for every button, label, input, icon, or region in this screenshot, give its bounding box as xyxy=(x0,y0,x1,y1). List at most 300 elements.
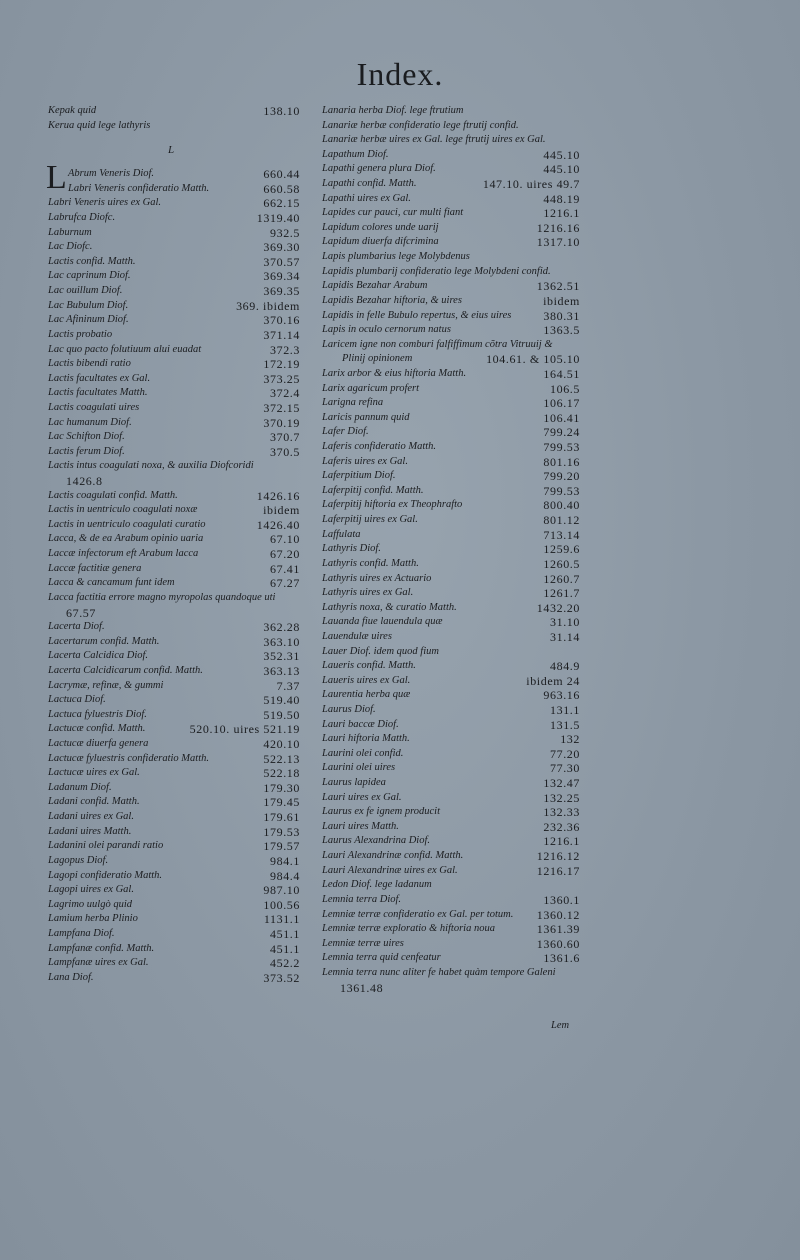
entry-term: Lapidum diuerfa difcrimina xyxy=(322,236,439,248)
entry-term: Lagrimo uulgò quid xyxy=(48,898,133,910)
index-entry xyxy=(322,688,580,703)
entry-term: Lactis intus coagulati noxa, & auxilia Diofcoridi xyxy=(48,460,254,472)
entry-page-ref: 660.44 xyxy=(263,167,300,182)
entry-term: Laricem igne non comburi falfiffimum cõtra Vitruuij & xyxy=(322,338,553,350)
index-entry xyxy=(322,791,580,806)
index-entry xyxy=(322,119,580,134)
entry-term: Larigna refina xyxy=(322,397,384,409)
index-entry xyxy=(322,104,580,119)
page-title: Index. xyxy=(356,56,444,92)
index-entry xyxy=(48,635,300,650)
entry-term: Laferpitij uires ex Gal. xyxy=(322,514,418,526)
entry-page-ref: 106.17 xyxy=(543,396,580,411)
entry-term: Plinij opinionem xyxy=(342,353,413,365)
index-entry xyxy=(48,942,300,957)
entry-page-ref: 1360.1 xyxy=(543,892,580,907)
index-entry xyxy=(322,528,580,543)
entry-term: Lac Diofc. xyxy=(48,241,93,253)
index-entry xyxy=(322,513,580,528)
entry-term: Lauri hiftoria Matth. xyxy=(322,733,410,745)
entry-page-ref: 67.27 xyxy=(270,576,300,591)
entry-page-ref: 179.45 xyxy=(263,795,300,810)
entry-term: Laferis uires ex Gal. xyxy=(322,455,408,467)
entry-term: Lacca factitia errore magno myropolas quandoque uti xyxy=(48,591,276,603)
index-entry xyxy=(48,328,300,343)
entry-term: Laferis confideratio Matth. xyxy=(322,441,437,453)
entry-term: Lemnia terra nunc aliter fe habet quàm tempore Galeni xyxy=(322,966,556,978)
entry-page-ref: 1261.7 xyxy=(543,586,580,601)
entry-page-ref: ibidem xyxy=(543,293,580,308)
entry-page-ref: 106.5 xyxy=(550,381,580,396)
index-entry xyxy=(322,396,580,411)
index-entry xyxy=(48,766,300,781)
entry-term: Lactis coagulati confid. Matth. xyxy=(48,489,178,501)
entry-term: Lapathi genera plura Diof. xyxy=(322,163,436,175)
entry-term: Laueris uires ex Gal. xyxy=(322,674,411,686)
index-entry xyxy=(48,825,300,840)
index-entry xyxy=(322,425,580,440)
index-column-right xyxy=(322,104,580,995)
entry-page-ref: 373.25 xyxy=(263,371,300,386)
index-entry xyxy=(322,615,580,630)
entry-page-ref: 451.1 xyxy=(270,941,300,956)
entry-page-ref: 1260.5 xyxy=(543,556,580,571)
entry-term: Laccæ infectorum eft Arabum lacca xyxy=(48,548,199,560)
entry-term: Lactis in uentriculo coagulati noxæ xyxy=(48,504,198,516)
entry-term: Lac quo pacto folutiuum alui euadat xyxy=(48,343,202,355)
entry-page-ref: 138.10 xyxy=(263,104,300,118)
entry-term: Laurus Alexandrina Diof. xyxy=(322,835,431,847)
index-entry xyxy=(322,747,580,762)
entry-term: Ladani confid. Matth. xyxy=(48,796,140,808)
entry-page-ref: 131.1 xyxy=(550,702,580,717)
index-entry xyxy=(48,576,300,591)
entry-page-ref: 1317.10 xyxy=(536,235,580,250)
index-entry xyxy=(322,849,580,864)
entry-page-ref: 172.19 xyxy=(263,357,300,372)
entry-page-ref: 452.2 xyxy=(270,956,300,971)
entry-term: Lampfanæ confid. Matth. xyxy=(48,942,155,954)
entry-term: Lactis in uentriculo coagulati curatio xyxy=(48,518,206,530)
entry-page-ref: 132.47 xyxy=(543,776,580,791)
entry-page-ref: 984.1 xyxy=(270,853,300,868)
index-entry xyxy=(322,367,580,382)
entry-page-ref: 372.15 xyxy=(263,400,300,415)
entry-term: Lana Diof. xyxy=(48,971,94,983)
entry-term: Lactis ferum Diof. xyxy=(48,445,125,457)
index-entry xyxy=(48,313,300,328)
index-entry xyxy=(48,445,300,460)
index-entry xyxy=(322,893,580,908)
index-entry xyxy=(48,693,300,708)
index-entry xyxy=(322,177,580,192)
entry-term: Ladani uires ex Gal. xyxy=(48,811,134,823)
index-entry xyxy=(322,162,580,177)
index-entry xyxy=(48,401,300,416)
entry-term: Lemnia terra quid cenfeatur xyxy=(322,952,441,964)
entry-term: Lauri uires ex Gal. xyxy=(322,791,402,803)
entry-page-ref: 448.19 xyxy=(543,191,580,206)
index-entry xyxy=(322,834,580,849)
entry-term: Lapidis in felle Bubulo repertus, & eius uires xyxy=(322,309,512,321)
index-entry xyxy=(48,269,300,284)
entry-term: Lacca & cancamum funt idem xyxy=(48,577,175,589)
entry-page-ref: 380.31 xyxy=(543,308,580,323)
index-entry xyxy=(322,864,580,879)
entry-term: Lac Bubulum Diof. xyxy=(48,299,129,311)
entry-term: Lac Afininum Diof. xyxy=(48,314,129,326)
index-entry xyxy=(48,971,300,986)
entry-page-ref: 369. ibidem xyxy=(236,298,300,313)
index-entry xyxy=(48,869,300,884)
entry-page-ref: 984.4 xyxy=(270,868,300,883)
entry-term: Laferpitij hiftoria ex Theophrafto xyxy=(322,499,463,511)
entry-term: Lanaria herba Diof. lege ftrutium xyxy=(322,105,464,116)
entry-term: Laffulata xyxy=(322,528,361,540)
entry-term: Lathyris uires ex Gal. xyxy=(322,587,414,599)
entry-term: Lauendulæ uires xyxy=(322,630,392,642)
index-entry xyxy=(48,503,300,518)
entry-term: Lauri Alexandrinæ confid. Matth. xyxy=(322,850,464,862)
entry-term: Lapidis Bezahar Arabum xyxy=(322,280,428,292)
entry-page-ref: 100.56 xyxy=(263,897,300,912)
index-entry xyxy=(48,416,300,431)
entry-page-ref: 232.36 xyxy=(543,819,580,834)
entry-term: Lathyris noxa, & curatio Matth. xyxy=(322,601,457,613)
index-entry xyxy=(48,927,300,942)
entry-term: Lemniæ terræ uires xyxy=(322,937,404,949)
entry-page-ref: 179.53 xyxy=(263,824,300,839)
index-entry xyxy=(322,294,580,309)
entry-page-ref: 1260.7 xyxy=(543,571,580,586)
entry-term: Lapidis Bezahar hiftoria, & uires xyxy=(322,294,462,306)
entry-page-ref: 67.41 xyxy=(270,561,300,576)
index-entry xyxy=(322,352,580,367)
index-entry xyxy=(322,338,580,353)
entry-term: Kepak quid xyxy=(48,105,97,116)
entry-term: Laurini olei uires xyxy=(322,762,396,774)
index-entry xyxy=(322,557,580,572)
entry-term: Lacerta Calcidica Diof. xyxy=(48,650,149,662)
index-entry xyxy=(48,255,300,270)
index-entry xyxy=(322,951,580,966)
entry-page-ref: 522.18 xyxy=(263,766,300,781)
index-entry xyxy=(322,542,580,557)
index-entry xyxy=(48,459,300,488)
entry-page-ref: 801.12 xyxy=(543,513,580,528)
index-entry xyxy=(48,518,300,533)
entry-page-ref: 370.16 xyxy=(263,313,300,328)
index-entry xyxy=(48,211,300,226)
index-entry xyxy=(322,221,580,236)
entry-term: Lactucæ uires ex Gal. xyxy=(48,767,140,779)
index-entry xyxy=(48,562,300,577)
index-entry xyxy=(322,645,580,660)
entry-term: Lactuca fyluestris Diof. xyxy=(48,708,147,720)
index-entry xyxy=(48,430,300,445)
index-entry xyxy=(48,810,300,825)
entry-page-ref: 369.34 xyxy=(263,269,300,284)
index-entry xyxy=(48,708,300,723)
index-entry xyxy=(322,265,580,280)
entry-page-ref: 67.20 xyxy=(270,547,300,562)
entry-term: Larix agaricum profert xyxy=(322,382,420,394)
entry-term: Laurini olei confid. xyxy=(322,747,404,759)
entry-page-ref: 1131.1 xyxy=(263,912,300,927)
entry-page-ref: 1360.60 xyxy=(536,936,580,951)
index-entry xyxy=(322,718,580,733)
entry-page-ref: 67.57 xyxy=(66,605,96,620)
entry-term: Abrum Veneris Diof. xyxy=(68,168,155,180)
entry-page-ref: 352.31 xyxy=(263,649,300,664)
entry-page-ref: 67.10 xyxy=(270,532,300,547)
entry-term: Lathyris uires ex Actuario xyxy=(322,572,432,584)
index-entry xyxy=(48,532,300,547)
entry-term: Lauanda fiue lauendula quæ xyxy=(322,616,443,628)
entry-term: Lauri uires Matth. xyxy=(322,820,399,832)
entry-page-ref: 370.19 xyxy=(263,415,300,430)
entry-page-ref: 1426.40 xyxy=(256,517,300,532)
index-entry xyxy=(322,498,580,513)
entry-term: Laccæ factitiæ genera xyxy=(48,562,142,574)
entry-page-ref: 362.28 xyxy=(263,620,300,635)
entry-term: Lagopi uires ex Gal. xyxy=(48,884,134,896)
index-entry xyxy=(322,601,580,616)
entry-page-ref: 369.35 xyxy=(263,284,300,299)
entry-term: Lacertarum confid. Matth. xyxy=(48,635,160,647)
entry-page-ref: 445.10 xyxy=(543,162,580,177)
entry-page-ref: 179.57 xyxy=(263,839,300,854)
index-entry xyxy=(322,279,580,294)
entry-page-ref: 363.13 xyxy=(263,664,300,678)
index-entry xyxy=(48,372,300,387)
entry-term: Laueris confid. Matth. xyxy=(322,660,416,672)
entry-page-ref: 164.51 xyxy=(543,366,580,381)
entry-term: Ladanini olei parandi ratio xyxy=(48,840,164,852)
entry-page-ref: 522.13 xyxy=(263,751,300,766)
entry-term: Lactucæ diuerfa genera xyxy=(48,738,149,750)
entry-page-ref: 1216.1 xyxy=(543,834,580,849)
entry-term: Lanariæ herbæ uires ex Gal. lege ftrutij uires ex Gal. xyxy=(322,134,546,146)
entry-page-ref: 363.10 xyxy=(263,634,300,649)
entry-page-ref: 520.10. uires 521.19 xyxy=(189,722,300,737)
index-entry xyxy=(322,586,580,601)
index-entry xyxy=(48,883,300,898)
entry-term: Lapis plumbarius lege Molybdenus xyxy=(322,251,470,263)
entry-page-ref: 660.58 xyxy=(263,181,300,196)
entry-term: Laurus ex fe ignem producit xyxy=(322,806,441,818)
index-entry xyxy=(48,386,300,401)
entry-page-ref: 370.57 xyxy=(263,254,300,269)
entry-term: Lauri baccæ Diof. xyxy=(322,718,399,730)
index-entry xyxy=(322,703,580,718)
index-entry xyxy=(48,912,300,927)
index-entry xyxy=(322,922,580,937)
index-entry xyxy=(48,196,300,211)
index-entry xyxy=(48,898,300,913)
index-entry xyxy=(322,805,580,820)
entry-term: Ladani uires Matth. xyxy=(48,825,132,837)
entry-page-ref: 799.53 xyxy=(543,483,580,498)
entry-term: Ladanum Diof. xyxy=(48,781,112,793)
entry-term: Laricis pannum quid xyxy=(322,411,410,423)
entry-term: Lactis bibendi ratio xyxy=(48,358,131,370)
entry-page-ref: 662.15 xyxy=(263,196,300,211)
entry-term: Lapis in oculo cernorum natus xyxy=(322,324,451,336)
entry-term: Laferpitij confid. Matth. xyxy=(322,484,424,496)
index-entry xyxy=(48,182,300,197)
index-entry xyxy=(48,119,300,134)
entry-page-ref: 77.20 xyxy=(550,746,580,761)
entry-term: Lemniæ terræ confideratio ex Gal. per totum. xyxy=(322,908,514,920)
entry-term: Lac Schifton Diof. xyxy=(48,431,125,443)
entry-page-ref: 373.52 xyxy=(263,970,300,985)
entry-page-ref: 987.10 xyxy=(263,883,300,898)
entry-term: Lactis probatio xyxy=(48,328,113,340)
entry-term: Labrufca Diofc. xyxy=(48,212,116,224)
entry-page-ref: 519.50 xyxy=(263,707,300,722)
entry-term: Lacerta Diof. xyxy=(48,621,105,633)
index-entry xyxy=(48,547,300,562)
entry-page-ref: 132 xyxy=(560,732,580,747)
index-entry xyxy=(48,722,300,737)
index-entry xyxy=(322,382,580,397)
entry-term: Labri Veneris uires ex Gal. xyxy=(48,197,162,209)
index-entry xyxy=(322,148,580,163)
entry-term: Lapathi uires ex Gal. xyxy=(322,192,411,204)
entry-term: Lactucæ confid. Matth. xyxy=(48,723,146,735)
index-entry xyxy=(48,104,300,119)
entry-page-ref: 1362.51 xyxy=(536,279,580,294)
entry-term: Lemnia terra Diof. xyxy=(322,893,402,905)
entry-page-ref: 132.33 xyxy=(543,805,580,820)
entry-page-ref: 799.24 xyxy=(543,425,580,440)
index-entry xyxy=(322,572,580,587)
entry-page-ref: 1216.16 xyxy=(536,220,580,235)
entry-term: Ledon Diof. lege ladanum xyxy=(322,879,432,891)
index-entry xyxy=(48,357,300,372)
entry-page-ref: 179.61 xyxy=(263,810,300,825)
catchword: Lem xyxy=(551,1020,570,1031)
entry-term: Lacerta Calcidicarum confid. Matth. xyxy=(48,665,203,676)
index-entry xyxy=(322,411,580,426)
entry-page-ref: 420.10 xyxy=(263,737,300,752)
entry-page-ref: 77.30 xyxy=(550,761,580,776)
entry-page-ref: 963.16 xyxy=(543,688,580,703)
entry-page-ref: 1216.1 xyxy=(543,206,580,221)
entry-term: Lapides cur pauci, cur multi fiant xyxy=(322,207,464,219)
index-entry xyxy=(322,469,580,484)
entry-page-ref: ibidem 24 xyxy=(526,673,580,688)
index-entry xyxy=(48,664,300,679)
index-entry xyxy=(48,795,300,810)
index-entry xyxy=(322,878,580,893)
entry-page-ref: 1259.6 xyxy=(543,542,580,557)
entry-page-ref: 1361.48 xyxy=(340,980,384,995)
entry-term: Labri Veneris confideratio Matth. xyxy=(68,182,210,194)
index-entry xyxy=(48,489,300,504)
entry-page-ref: 799.20 xyxy=(543,469,580,484)
entry-term: Laferpitium Diof. xyxy=(322,470,396,482)
entry-page-ref: 1361.39 xyxy=(536,922,580,937)
entry-page-ref: 369.30 xyxy=(263,240,300,255)
entry-page-ref: 1361.6 xyxy=(543,951,580,966)
entry-page-ref: 932.5 xyxy=(270,225,300,240)
index-entry xyxy=(48,299,300,314)
entry-page-ref: 1216.12 xyxy=(536,849,580,864)
index-entry xyxy=(322,133,580,148)
entry-page-ref: 799.53 xyxy=(543,440,580,455)
index-entry xyxy=(48,781,300,796)
index-entry xyxy=(48,591,300,620)
index-entry xyxy=(322,732,580,747)
index-entry xyxy=(48,956,300,971)
index-entry xyxy=(48,226,300,241)
entry-page-ref: 451.1 xyxy=(270,926,300,941)
entry-page-ref: 106.41 xyxy=(543,410,580,425)
entry-page-ref: 132.25 xyxy=(543,790,580,805)
index-entry xyxy=(322,323,580,338)
entry-page-ref: 484.9 xyxy=(550,659,580,674)
index-entry xyxy=(48,343,300,358)
index-column-left xyxy=(48,104,300,985)
entry-term: Lapidis plumbarij confideratio lege Molybdeni confid. xyxy=(322,265,551,277)
index-entry xyxy=(48,839,300,854)
index-entry xyxy=(48,679,300,694)
entry-page-ref: 31.10 xyxy=(550,615,580,630)
entry-page-ref: 801.16 xyxy=(543,454,580,469)
drop-cap: L xyxy=(46,159,67,197)
entry-term: Lauer Diof. idem quod fium xyxy=(322,645,439,657)
index-entry xyxy=(48,240,300,255)
entry-term: Laurentia herba quæ xyxy=(322,689,411,701)
entry-page-ref: 1426.16 xyxy=(256,488,300,503)
entry-page-ref: 1426.8 xyxy=(66,474,103,489)
entry-term: Kerua quid lege lathyris xyxy=(48,119,151,131)
index-entry xyxy=(48,167,300,182)
entry-term: Lagopus Diof. xyxy=(48,854,109,866)
index-entry xyxy=(322,659,580,674)
entry-page-ref: 131.5 xyxy=(550,717,580,732)
entry-page-ref: 1319.40 xyxy=(256,211,300,226)
entry-term: Lampfana Diof. xyxy=(48,927,115,939)
entry-term: Lafer Diof. xyxy=(322,426,369,438)
entry-term: Lanariæ herbæ confideratio lege ftrutij confid. xyxy=(322,119,519,131)
entry-page-ref: 800.40 xyxy=(543,498,580,513)
entry-term: Lac humanum Diof. xyxy=(48,416,132,428)
entry-page-ref: 179.30 xyxy=(263,780,300,795)
index-entry xyxy=(322,630,580,645)
entry-term: Lactis facultates Matth. xyxy=(48,387,148,399)
entry-page-ref: 372.3 xyxy=(270,342,300,357)
entry-page-ref: 31.14 xyxy=(550,629,580,644)
entry-term: Larix arbor & eius hiftoria Matth. xyxy=(322,367,467,379)
entry-page-ref: 713.14 xyxy=(543,527,580,542)
entry-term: Lactuca Diof. xyxy=(48,694,106,706)
index-entry xyxy=(48,649,300,664)
index-entry xyxy=(322,250,580,265)
entry-page-ref: 370.5 xyxy=(270,444,300,459)
entry-page-ref: 1363.5 xyxy=(543,323,580,338)
index-entry xyxy=(48,284,300,299)
section-letter: L xyxy=(168,144,175,157)
entry-term: Lauri Alexandrinæ uires ex Gal. xyxy=(322,864,458,876)
index-entry xyxy=(48,752,300,767)
entry-term: Lemniæ terræ exploratio & hiftoria noua xyxy=(322,923,495,935)
index-entry xyxy=(322,309,580,324)
index-entry xyxy=(322,966,580,995)
entry-term: Lagopi confideratio Matth. xyxy=(48,869,163,881)
